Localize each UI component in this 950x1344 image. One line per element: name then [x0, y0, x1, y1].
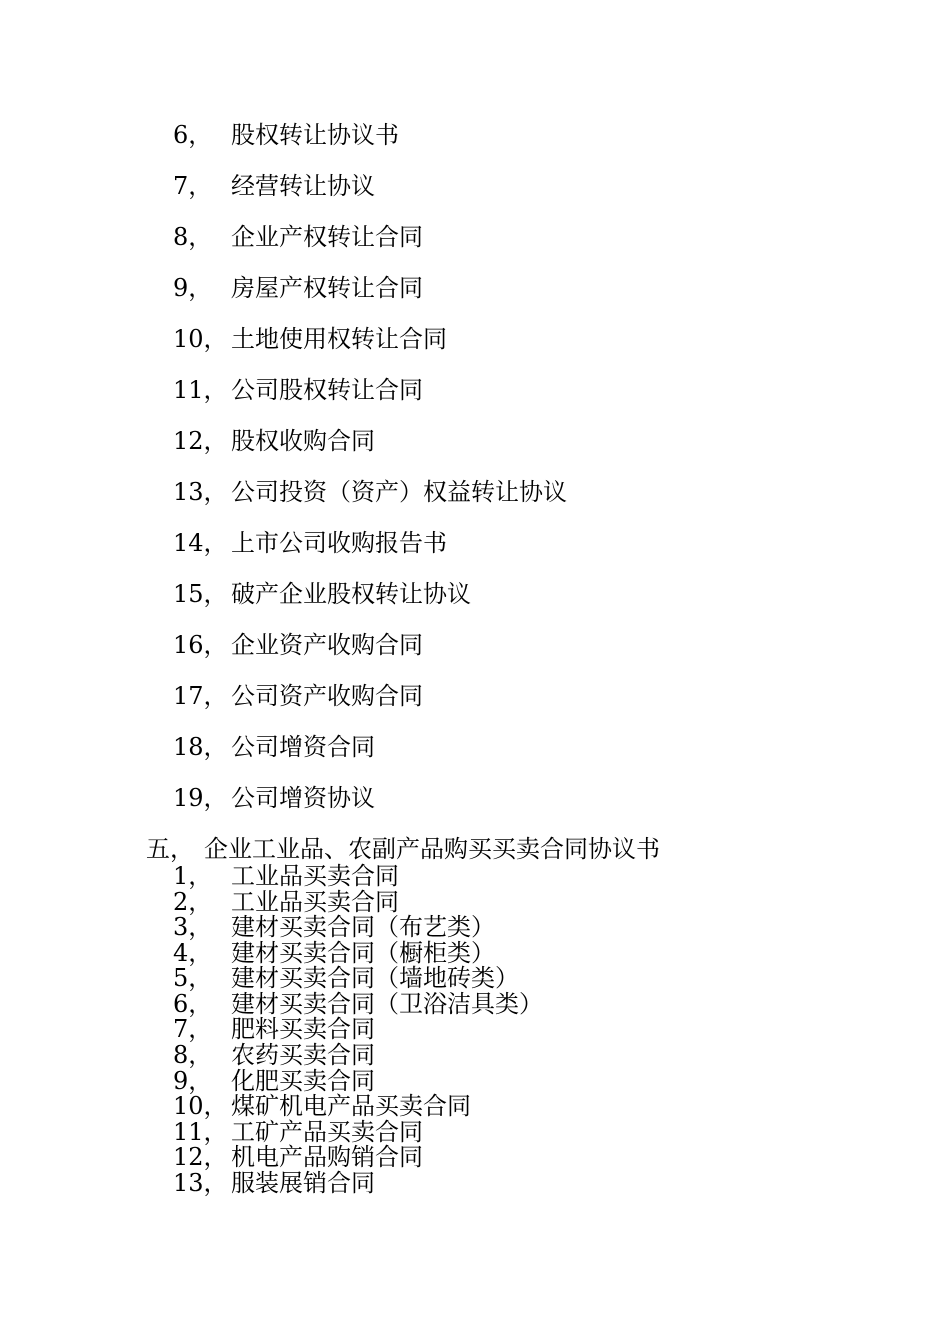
item-number: 8，	[173, 223, 213, 251]
item-text: 煤矿机电产品买卖合同	[231, 1092, 471, 1120]
item-number: 19，	[173, 784, 228, 812]
item-number: 10，	[173, 1092, 228, 1120]
item-number: 1，	[173, 862, 213, 890]
list-item	[173, 733, 375, 761]
list-item	[173, 274, 423, 302]
item-text: 工业品买卖合同	[231, 862, 399, 890]
item-text: 企业资产收购合同	[231, 631, 423, 659]
section-title: 企业工业品、农副产品购买买卖合同协议书	[204, 835, 660, 863]
item-text: 上市公司收购报告书	[231, 529, 447, 557]
item-text: 化肥买卖合同	[231, 1067, 375, 1095]
item-number: 18，	[173, 733, 228, 761]
section-number: 五，	[146, 835, 194, 863]
item-number: 6，	[173, 990, 213, 1018]
item-number: 15，	[173, 580, 228, 608]
list-item	[173, 376, 423, 404]
list-item	[173, 964, 519, 992]
item-number: 6，	[173, 121, 213, 149]
list-item	[173, 325, 447, 353]
item-text: 建材买卖合同（橱柜类）	[231, 939, 495, 967]
item-text: 建材买卖合同（卫浴洁具类）	[231, 990, 543, 1018]
item-text: 破产企业股权转让协议	[231, 580, 471, 608]
item-text: 公司增资协议	[231, 784, 375, 812]
list-item	[173, 427, 375, 455]
list-item	[173, 682, 423, 710]
list-item	[173, 121, 399, 149]
item-text: 机电产品购销合同	[231, 1143, 423, 1171]
list-item	[173, 862, 399, 890]
item-text: 公司增资合同	[231, 733, 375, 761]
item-number: 9，	[173, 274, 213, 302]
list-item	[173, 939, 495, 967]
item-number: 13，	[173, 1169, 228, 1197]
item-text: 工矿产品买卖合同	[231, 1118, 423, 1146]
item-text: 工业品买卖合同	[231, 888, 399, 916]
list-item	[173, 529, 447, 557]
list-item	[173, 1067, 375, 1095]
item-number: 5，	[173, 964, 213, 992]
item-text: 经营转让协议	[231, 172, 375, 200]
item-text: 公司资产收购合同	[231, 682, 423, 710]
item-text: 土地使用权转让合同	[231, 325, 447, 353]
item-text: 公司投资（资产）权益转让协议	[231, 478, 567, 506]
item-text: 房屋产权转让合同	[231, 274, 423, 302]
item-text: 股权转让协议书	[231, 121, 399, 149]
item-text: 公司股权转让合同	[231, 376, 423, 404]
section-heading	[146, 835, 660, 863]
item-text: 建材买卖合同（墙地砖类）	[231, 964, 519, 992]
item-text: 农药买卖合同	[231, 1041, 375, 1069]
list-item	[173, 913, 495, 941]
item-number: 16，	[173, 631, 228, 659]
list-item	[173, 1118, 423, 1146]
item-text: 服装展销合同	[231, 1169, 375, 1197]
item-number: 7，	[173, 1015, 213, 1043]
item-number: 14，	[173, 529, 228, 557]
list-item	[173, 888, 399, 916]
item-number: 11，	[173, 1118, 228, 1146]
item-number: 17，	[173, 682, 228, 710]
list-item	[173, 990, 543, 1018]
list-item	[173, 580, 471, 608]
item-text: 建材买卖合同（布艺类）	[231, 913, 495, 941]
list-item	[173, 631, 423, 659]
item-number: 9，	[173, 1067, 213, 1095]
item-number: 12，	[173, 1143, 228, 1171]
item-text: 企业产权转让合同	[231, 223, 423, 251]
list-item	[173, 172, 375, 200]
item-number: 3，	[173, 913, 213, 941]
list-item	[173, 784, 375, 812]
list-item	[173, 1041, 375, 1069]
item-number: 7，	[173, 172, 213, 200]
list-item	[173, 1092, 471, 1120]
list-item	[173, 1143, 423, 1171]
list-item	[173, 1015, 375, 1043]
item-number: 11，	[173, 376, 228, 404]
list-item	[173, 478, 567, 506]
item-number: 8，	[173, 1041, 213, 1069]
item-number: 12，	[173, 427, 228, 455]
list-item	[173, 223, 423, 251]
item-number: 2，	[173, 888, 213, 916]
item-number: 4，	[173, 939, 213, 967]
item-number: 13，	[173, 478, 228, 506]
list-item	[173, 1169, 375, 1197]
item-number: 10，	[173, 325, 228, 353]
item-text: 肥料买卖合同	[231, 1015, 375, 1043]
item-text: 股权收购合同	[231, 427, 375, 455]
